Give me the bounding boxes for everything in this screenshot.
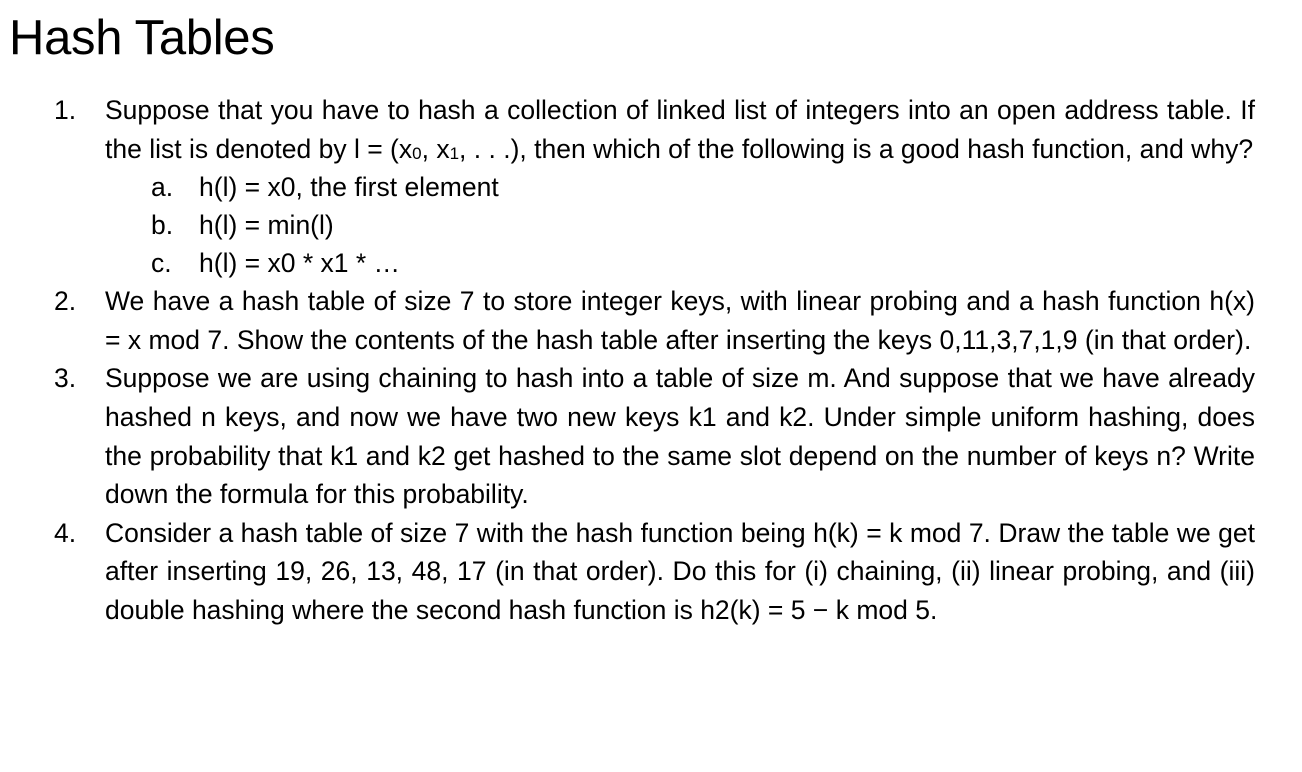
option-letter: b. xyxy=(151,210,174,241)
question-number: 3. xyxy=(54,363,77,394)
question-1-option-b xyxy=(0,206,1302,244)
question-list xyxy=(0,91,1302,630)
subscript-index: 1 xyxy=(449,143,460,163)
page-title: Hash Tables xyxy=(9,11,275,65)
question-text: Consider a hash table of size 7 with the hash function being h(k) = k mod 7. Draw the table we get after inserting 19, 26, 13, 48, 17 (in that order). Do this for (i) chaining, (ii) linear probing, and (iii) double hashing where the second hash function is h2(k) = 5 − k mod 5. xyxy=(105,517,1255,625)
question-number: 2. xyxy=(54,286,77,317)
question-2 xyxy=(0,282,1302,359)
question-1-option-a xyxy=(0,168,1302,206)
option-letter: c. xyxy=(151,248,172,279)
subscript-index: 0 xyxy=(412,143,422,163)
option-text: h(l) = min(l) xyxy=(199,210,334,241)
question-3 xyxy=(0,359,1302,513)
option-text: h(l) = x0, the first element xyxy=(199,172,499,203)
question-text: Suppose that you have to hash a collection of linked list of integers into an open address table. If the list is denoted by $l = (x_0$, $x_1$, . . .), then which of the following is a good hash function, and why? xyxy=(105,95,1255,164)
question-text: We have a hash table of size 7 to store integer keys, with linear probing and a hash function h(x) = x mod 7. Show the contents of the hash table after inserting the keys 0,11,3,7,1,9 (in that order). xyxy=(105,286,1255,355)
option-text: h(l) = x0 * x1 * … xyxy=(199,248,401,279)
question-number: 4. xyxy=(54,517,77,548)
question-1 xyxy=(0,91,1302,168)
question-number: 1. xyxy=(54,95,77,125)
question-text: Suppose we are using chaining to hash into a table of size m. And suppose that we have already hashed n keys, and now we have two new keys k1 and k2. Under simple uniform hashing, does the probability that k1 and k2 get hashed to the same slot depend on the number of keys n? Write down the formula for this probability. xyxy=(105,363,1255,510)
question-4 xyxy=(0,514,1302,630)
question-1-option-c xyxy=(0,244,1302,282)
option-letter: a. xyxy=(151,172,174,203)
